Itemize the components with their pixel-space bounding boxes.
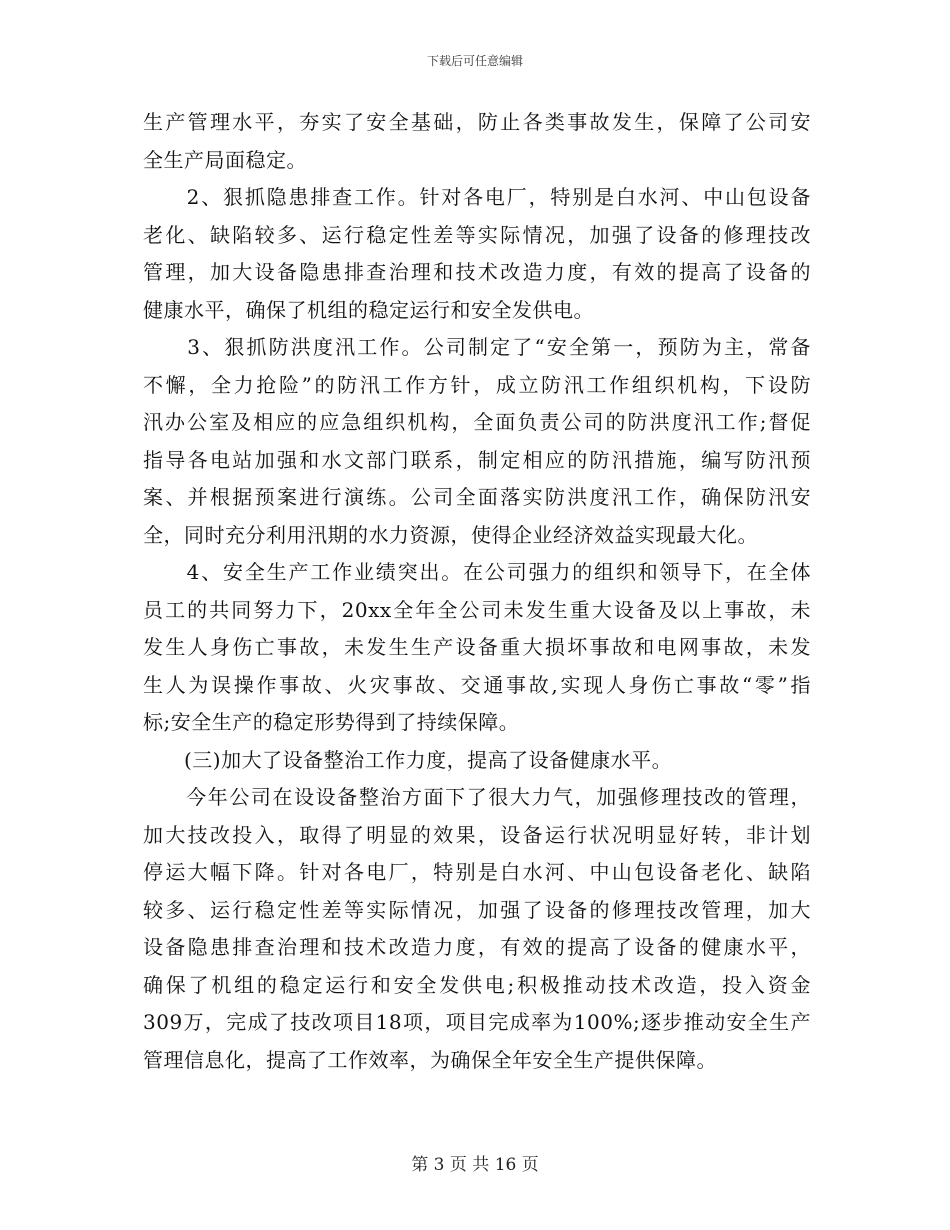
paragraph-line: 设备隐患排查治理和技术改造力度，有效的提高了设备的健康水平， — [143, 935, 811, 959]
paragraph-line: 发生人身伤亡事故，未发生生产设备重大损坏事故和电网事故，未发 — [143, 635, 811, 659]
paragraph-line: 生人为误操作事故、火灾事故、交通事故,实现人身伤亡事故“零”指 — [143, 672, 811, 697]
paragraph-line: 较多、运行稳定性差等实际情况，加强了设备的修理技改管理，加大 — [143, 897, 811, 922]
paragraph-line: 4、安全生产工作业绩突出。在公司强力的组织和领导下，在全体 — [143, 560, 811, 584]
paragraph-line: 管理信息化，提高了工作效率，为确保全年安全生产提供保障。 — [143, 1047, 717, 1072]
paragraph-line: 2、狠抓隐患排查工作。针对各电厂，特别是白水河、中山包设备 — [143, 185, 811, 209]
document-body — [143, 104, 811, 1079]
paragraph-line: 案、并根据预案进行演练。公司全面落实防洪度汛工作，确保防汛安 — [143, 485, 811, 509]
paragraph-line: 老化、缺陷较多、运行稳定性差等实际情况，加强了设备的修理技改 — [143, 222, 811, 247]
paragraph-line: 309万，完成了技改项目18项，项目完成率为100%;逐步推动安全生产 — [143, 1010, 811, 1034]
paragraph-line: 加大技改投入，取得了明显的效果，设备运行状况明显好转，非计划 — [143, 822, 811, 847]
section-heading: (三)加大了设备整治工作力度，提高了设备健康水平。 — [143, 747, 673, 772]
paragraph-line: 全生产局面稳定。 — [143, 147, 307, 172]
page-number-footer: 第 3 页 共 16 页 — [411, 1155, 539, 1175]
paragraph-line: 汛办公室及相应的应急组织机构，全面负责公司的防洪度汛工作;督促 — [143, 410, 811, 434]
paragraph-line: 3、狠抓防洪度汛工作。公司制定了“安全第一，预防为主，常备 — [143, 335, 811, 359]
paragraph-line: 确保了机组的稳定运行和安全发供电;积极推动技术改造，投入资金 — [143, 972, 811, 997]
paragraph-line: 标;安全生产的稳定形势得到了持续保障。 — [143, 710, 520, 734]
paragraph-line: 员工的共同努力下，20xx全年全公司未发生重大设备及以上事故，未 — [143, 597, 811, 622]
paragraph-line: 今年公司在设设备整治方面下了很大力气，加强修理技改的管理， — [143, 785, 811, 809]
paragraph-line: 停运大幅下降。针对各电厂，特别是白水河、中山包设备老化、缺陷 — [143, 860, 811, 884]
page-header: 下载后可任意编辑 — [426, 54, 523, 68]
paragraph-line: 健康水平，确保了机组的稳定运行和安全发供电。 — [143, 297, 594, 322]
paragraph-line: 管理，加大设备隐患排查治理和技术改造力度，有效的提高了设备的 — [143, 260, 811, 284]
paragraph-line: 指导各电站加强和水文部门联系，制定相应的防汛措施，编写防汛预 — [143, 447, 811, 472]
paragraph-line: 全，同时充分利用汛期的水力资源，使得企业经济效益实现最大化。 — [143, 522, 758, 547]
paragraph-line: 生产管理水平，夯实了安全基础，防止各类事故发生，保障了公司安 — [143, 110, 811, 134]
paragraph-line: 不懈，全力抢险”的防汛工作方针，成立防汛工作组织机构，下设防 — [143, 372, 811, 397]
